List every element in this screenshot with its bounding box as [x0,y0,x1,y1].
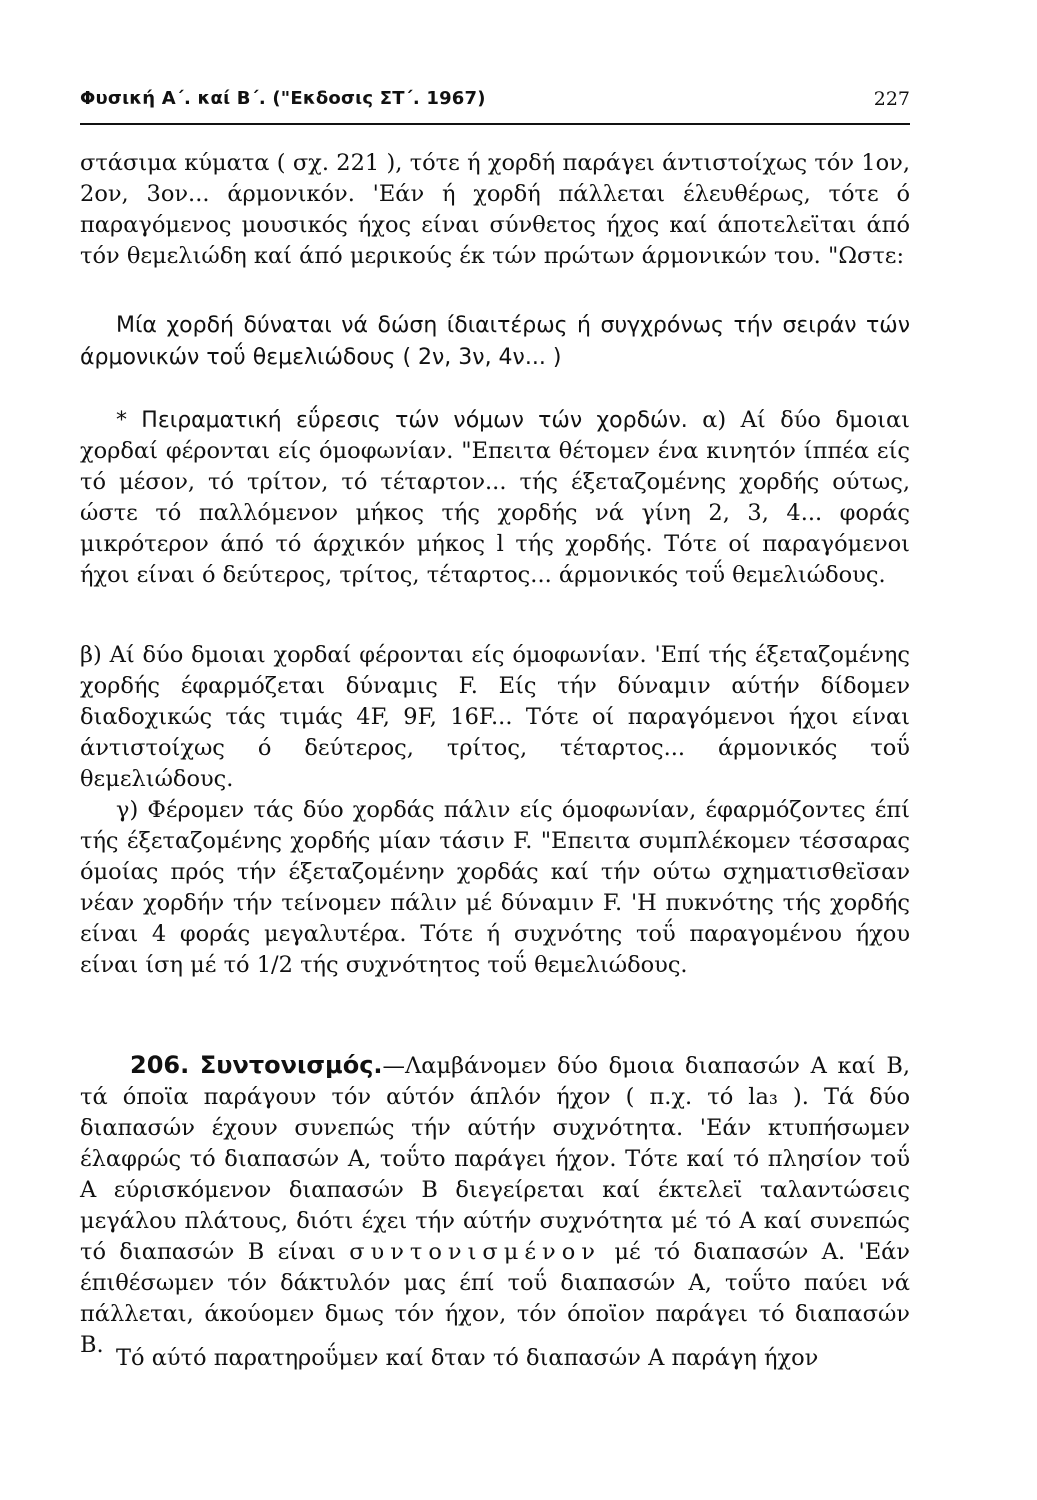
header-rule [80,123,910,125]
experiment-heading: * Πειραματική εΰρεσις τών νόμων τών χορδών. [116,408,688,433]
running-header [80,88,910,118]
spaced-word: συντονισμένον [349,1239,601,1265]
paragraph-experiment-c: γ) Φέρομεν τάς δύο χορδάς πάλιν είς όμοφωνίαν, έφαρμόζοντες έπί τής έξεταζομένης χορδής μίαν τάσιν F. "Επειτα συμπλέκομεν τέσσαρας όμοίας πρός τήν έξεταζομένην χορδάς καί τήν ούτω σχηματισθεϊσαν νέαν χορδήν τήν τείνομεν πάλιν μέ δύναμιν F. 'Η πυκνότης τής χορδής είναι 4 φοράς μεγαλυτέρα. Τότε ή συχνότης τοΰ παραγομένου ήχου είναι ίση μέ τό 1/2 τής συχνότητος τοΰ θεμελιώδους. [80,797,910,978]
paragraph-standing-waves: στάσιμα κύματα ( σχ. 221 ), τότε ή χορδή παράγει άντιστοίχως τόν 1ον, 2ον, 3ον... άρμονικόν. 'Εάν ή χορδή πάλλεται έλευθέρως, τότε ό παραγόμενος μουσικός ήχος είναι σύνθετος ήχος καί άποτελεϊται άπό τόν θεμελιώδη καί άπό μερικούς έκ τών πρώτων άρμονικών του. "Ωστε: [80,150,910,269]
experiment-a-text: α) Αί δύο δμοιαι χορδαί φέρονται είς όμοφωνίαν. "Επειτα θέτομεν ένα κινητόν ίππέα είς τό μέσον, τό τρίτον, τό τέταρτον... τής έξεταζομένης χορδής ούτως, ώστε τό παλλόμενον μήκος τής χορδής νά γίνη 2, 3, 4... φοράς μικρότερον άπό τό άρχικόν μήκος l τής χορδής. Τότε οί παραγόμενοι ήχοι είναι ό δεύτερος, τρίτος, τέταρτος... άρμονικός τοΰ θεμελιώδους. [80,407,910,588]
section-title: Συντονισμός. [199,1051,383,1079]
paragraph-harmonics-statement: Μία χορδή δύναται νά δώση ίδιαιτέρως ή συγχρόνως τήν σειράν τών άρμονικών τοΰ θεμελιώδους ( 2ν, 3ν, 4ν... ) [80,313,910,370]
paragraph-experiment-b: β) Αί δύο δμοιαι χορδαί φέρονται είς όμοφωνίαν. 'Επί τής έξεταζομένης χορδής έφαρμόζεται δύναμις F. Είς τήν δύναμιν αύτήν δίδομεν διαδοχικώς τάς τιμάς 4F, 9F, 16F... Τότε οί παραγόμενοι ήχοι είναι άντιστοίχως ό δεύτερος, τρίτος, τέταρτος... άρμονικός τοΰ θεμελιώδους. [80,642,910,792]
section-number: 206. [130,1051,190,1079]
section-text-b: μέ τό διαπασών Α. 'Εάν έπιθέσωμεν τόν δάκτυλόν μας έπί τοΰ διαπασών Α, τοΰτο παύει νά πάλλεται, άκούομεν δμως τόν ήχον, τόν όποϊον παράγει τό διαπασών Β. [80,1239,910,1358]
paragraph-experiment-a [80,405,910,591]
header-title: Φυσική Α΄. καί Β΄. ("Εκδοσις ΣΤ΄. 1967) [80,88,486,109]
section-text-a: —Λαμβάνομεν δύο δμοια διαπασών Α καί Β, τά όποϊα παράγουν τόν αύτόν άπλόν ήχον ( π.χ. τό la₃ ). Τά δύο διαπασών έχουν συνεπώς τήν αύτήν συχνότητα. 'Εάν κτυπήσωμεν έλαφρώς τό διαπασών Α, τοΰτο παράγει ήχον. Τότε καί τό πλησίον τοΰ Α εύρισκόμενον διαπασών Β διεγείρεται καί έκτελεϊ ταλαντώσεις μεγάλου πλάτους, διότι έχει τήν αύτήν συχνότητα μέ τό Α καί συνεπώς τό διαπασών Β είναι [80,1053,910,1265]
page-number: 227 [873,88,910,110]
paragraph-last-line: Τό αύτό παρατηροΰμεν καί δταν τό διαπασών Α παράγη ήχον [116,1345,819,1371]
book-page [60,0,910,1500]
paragraph-resonance [80,1050,910,1361]
